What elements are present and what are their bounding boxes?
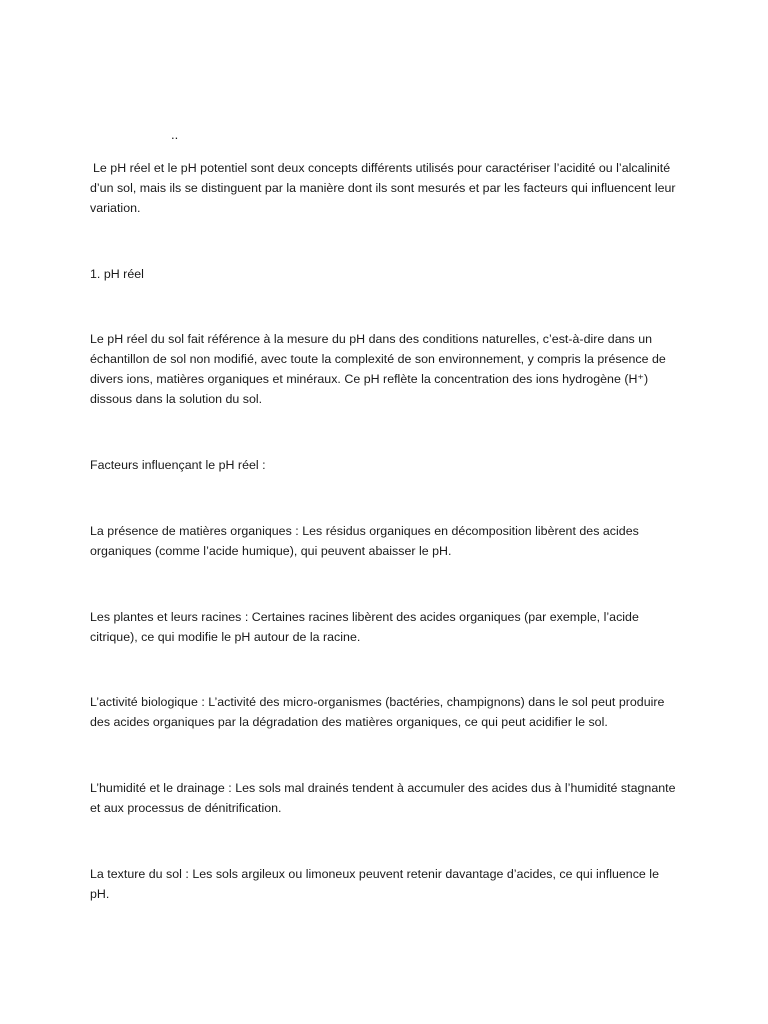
factor-humidity-drainage: L’humidité et le drainage : Les sols mal drainés tendent à accumuler des acides dus à l’humidité stagnante et aux processus de dénitrification.	[90, 781, 676, 815]
factor-organic-matter: La présence de matières organiques : Les résidus organiques en décomposition libèrent des acides organiques (comme l’acide humique), qui peuvent abaisser le pH.	[90, 524, 639, 558]
factor-soil-texture: La texture du sol : Les sols argileux ou limoneux peuvent retenir davantage d’acides, ce qui influence le pH.	[90, 867, 659, 901]
dots-marker: ..	[171, 127, 179, 142]
intro-paragraph: Le pH réel et le pH potentiel sont deux concepts différents utilisés pour caractériser l’acidité ou l’alcalinité d’un sol, mais ils se distinguent par la manière dont ils sont mesurés et par les facteurs qui influencent leur variation.	[90, 161, 676, 215]
factors-heading: Facteurs influençant le pH réel :	[90, 458, 266, 472]
definition-paragraph: Le pH réel du sol fait référence à la mesure du pH dans des conditions naturelles, c’est-à-dire dans un échantillon de sol non modifié, avec toute la complexité de son environnement, y compris la présence de divers ions, matières organiques et minéraux. Ce pH reflète la concentration des ions hydrogène (H⁺) dissous dans la solution du sol.	[90, 332, 666, 406]
factor-biological-activity: L’activité biologique : L’activité des micro-organismes (bactéries, champignons) dans le sol peut produire des acides organiques par la dégradation des matières organiques, ce qui peut acidifier le sol.	[90, 695, 665, 729]
section-heading-ph-reel: 1. pH réel	[90, 267, 144, 281]
factor-plants-roots: Les plantes et leurs racines : Certaines racines libèrent des acides organiques (par exemple, l’acide citrique), ce qui modifie le pH autour de la racine.	[90, 610, 639, 644]
